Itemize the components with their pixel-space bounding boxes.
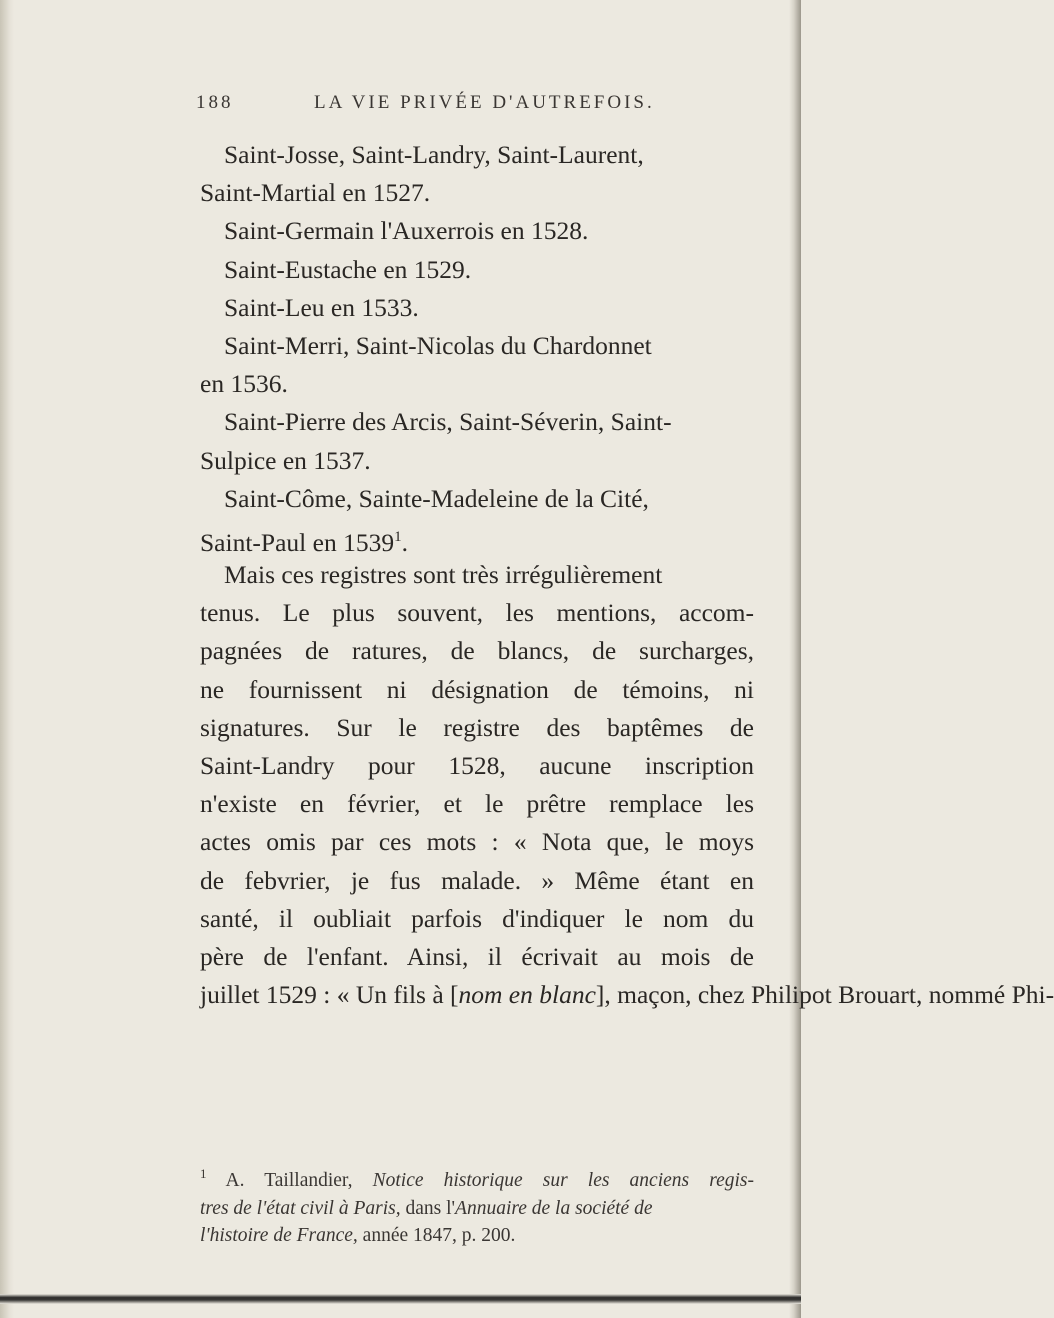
italic-text: nom en blanc: [458, 980, 596, 1010]
text-line: Saint-Merri, Saint-Nicolas du Chardonnet: [224, 330, 652, 360]
text-line-content: juillet 1529 : « Un fils à [: [200, 980, 459, 1010]
running-title: LA VIE PRIVÉE D'AUTREFOIS.: [314, 92, 655, 113]
footnote-title: Notice historique sur les anciens regis-: [372, 1170, 754, 1191]
text-line: n'existe en février, et le prêtre remplace les: [200, 789, 754, 819]
footnote-line: [200, 1195, 754, 1223]
text-line: de febvrier, je fus malade. » Même étant en: [200, 865, 754, 895]
page-edge-shadow: [789, 0, 801, 1318]
page-gutter-shadow: [0, 0, 14, 1318]
footnote-number: 1: [200, 1166, 207, 1181]
text-line: tenus. Le plus souvent, les mentions, accom-: [200, 598, 754, 628]
text-line: pagnées de ratures, de blancs, de surcharges,: [200, 636, 754, 666]
footnote-text: dans l': [405, 1197, 456, 1219]
footnote-line: [200, 1160, 754, 1195]
text-line: ne fournissent ni désignation de témoins, ni: [200, 674, 754, 704]
footnote-annuaire: Annuaire de la société de: [455, 1197, 653, 1219]
text-line-content: ], maçon, chez Philipot Brouart, nommé Phi-: [595, 980, 1054, 1010]
footnote-annuaire-cont: l'histoire de France,: [200, 1225, 358, 1246]
footnote-tail: année 1847, p. 200.: [362, 1225, 516, 1246]
text-line: Saint-Landry pour 1528, aucune inscription: [200, 751, 754, 780]
page-bottom-edge: [0, 1294, 801, 1304]
text-line: Saint-Côme, Sainte-Madeleine de la Cité,: [224, 483, 649, 513]
page-number: 188: [196, 92, 234, 113]
footnote-line: [200, 1222, 754, 1250]
footnote-title-cont: tres de l'état civil à Paris,: [200, 1197, 401, 1219]
text-line: Sulpice en 1537.: [200, 445, 371, 475]
footnote-reference[interactable]: 1: [394, 528, 402, 545]
text-line-content: .: [401, 527, 408, 557]
text-line: Saint-Pierre des Arcis, Saint-Séverin, Saint-: [224, 407, 672, 437]
text-line: santé, il oubliait parfois d'indiquer le nom du: [200, 903, 754, 933]
text-line: Saint-Josse, Saint-Landry, Saint-Laurent,: [224, 140, 644, 169]
footnote: [200, 1160, 754, 1250]
text-line: Saint-Eustache en 1529.: [224, 254, 472, 284]
text-line: Mais ces registres sont très irrégulièrement: [224, 560, 663, 590]
text-line: [200, 976, 1054, 1014]
page-body: [200, 136, 1054, 1014]
text-line: signatures. Sur le registre des baptêmes de: [200, 712, 754, 742]
text-line: [200, 518, 754, 556]
footnote-author: A. Taillandier,: [225, 1170, 353, 1191]
text-line-content: Saint-Paul en 1539: [200, 527, 395, 557]
text-line: Saint-Martial en 1527.: [200, 178, 431, 208]
text-line: Saint-Germain l'Auxerrois en 1528.: [224, 216, 589, 246]
text-line: Saint-Leu en 1533.: [224, 292, 419, 322]
text-line: père de l'enfant. Ainsi, il écrivait au mois de: [200, 941, 754, 971]
text-line: en 1536.: [200, 369, 288, 399]
text-line: actes omis par ces mots : « Nota que, le moys: [200, 827, 754, 857]
